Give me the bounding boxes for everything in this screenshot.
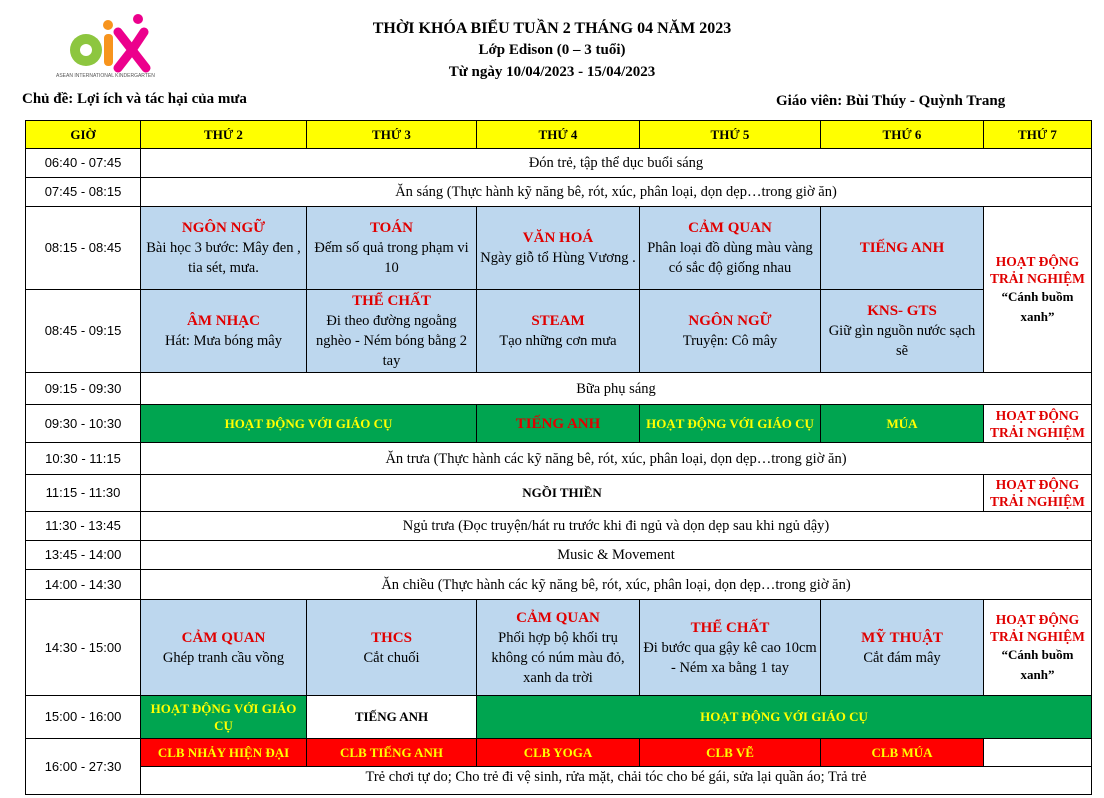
activity-cell: MÚA: [821, 405, 984, 443]
timetable: [25, 120, 1092, 795]
table-row: [26, 600, 1092, 696]
table-row: [26, 767, 1092, 795]
subject-title: CẢM QUAN: [516, 609, 600, 626]
activity-cell: [307, 207, 477, 290]
subject-title: CẢM QUAN: [181, 629, 266, 646]
activity-cell: [984, 207, 1092, 373]
club-cell: CLB TIẾNG ANH: [307, 739, 477, 767]
col-header-tue: THỨ 3: [307, 121, 477, 149]
activity-cell: [307, 290, 477, 373]
subject-detail: Đi bước qua gậy kê cao 10cm - Ném xa bằng 1 tay: [643, 639, 817, 676]
subject-title: STEAM: [531, 313, 585, 329]
activity-cell: Ăn chiều (Thực hành các kỹ năng bê, rót, xúc, phân loại, dọn dẹp…trong giờ ăn): [141, 570, 1092, 600]
club-cell: CLB NHẢY HIỆN ĐẠI: [141, 739, 307, 767]
subject-title: TOÁN: [369, 220, 414, 236]
activity-cell: Ngủ trưa (Đọc truyện/hát ru trước khi đi ngủ và dọn dẹp sau khi ngủ dậy): [141, 512, 1092, 541]
subject-detail: Truyện: Cô mây: [682, 333, 778, 349]
activity-cell: NGỒI THIỀN: [141, 475, 984, 512]
header-row: [26, 121, 1092, 149]
activity-cell: HOẠT ĐỘNG TRẢI NGHIỆM: [984, 405, 1092, 443]
subject-title: ÂM NHẠC: [187, 313, 260, 329]
activity-cell: HOẠT ĐỘNG VỚI GIÁO CỤ: [477, 696, 1092, 739]
activity-cell: Bữa phụ sáng: [141, 373, 1092, 405]
subject-title: HOẠT ĐỘNG TRẢI NGHIỆM: [990, 253, 1085, 286]
subject-title: VĂN HOÁ: [522, 230, 594, 246]
col-header-time: GIỜ: [26, 121, 141, 149]
activity-cell: [477, 600, 640, 696]
col-header-wed: THỨ 4: [477, 121, 640, 149]
table-row: [26, 541, 1092, 570]
time-cell: 14:00 - 14:30: [26, 570, 141, 600]
time-cell: 11:15 - 11:30: [26, 475, 141, 512]
time-cell: 06:40 - 07:45: [26, 149, 141, 178]
table-row: [26, 207, 1092, 290]
club-cell: CLB YOGA: [477, 739, 640, 767]
subject-detail: Hát: Mưa bóng mây: [165, 333, 282, 349]
logo-caption: ASEAN INTERNATIONAL KINDERGARTEN: [56, 73, 155, 79]
activity-cell: TIẾNG ANH: [477, 405, 640, 443]
activity-cell: HOẠT ĐỘNG VỚI GIÁO CỤ: [141, 405, 477, 443]
subject-title: KNS- GTS: [867, 303, 937, 319]
subject-detail: Đếm số quả trong phạm vi 10: [314, 240, 469, 276]
subject-detail: Bài học 3 bước: Mây đen , tia sét, mưa.: [146, 240, 301, 276]
subject-detail: Tạo những cơn mưa: [499, 333, 617, 349]
activity-cell: [821, 207, 984, 290]
activity-cell: [640, 290, 821, 373]
time-cell: 09:30 - 10:30: [26, 405, 141, 443]
time-cell: 10:30 - 11:15: [26, 443, 141, 475]
subject-detail: Cắt đám mây: [863, 649, 941, 666]
activity-cell: HOẠT ĐỘNG VỚI GIÁO CỤ: [141, 696, 307, 739]
table-row: [26, 178, 1092, 207]
subject-detail: “Cánh buồm xanh”: [1001, 288, 1074, 324]
subject-title: NGÔN NGỮ: [181, 220, 266, 236]
subject-detail: Phân loại đồ dùng màu vàng có sắc độ giống nhau: [647, 240, 813, 276]
activity-cell: [141, 290, 307, 373]
topic-label: Chủ đề: Lợi ích và tác hại của mưa: [22, 91, 247, 107]
activity-cell: [141, 207, 307, 290]
activity-cell: [477, 290, 640, 373]
table-row: [26, 570, 1092, 600]
table-row: [26, 739, 1092, 767]
subject-detail: Giữ gìn nguồn nước sạch sẽ: [828, 323, 976, 359]
subject-detail: “Cánh buồm xanh”: [1001, 646, 1074, 682]
time-cell: 07:45 - 08:15: [26, 178, 141, 207]
time-cell: 13:45 - 14:00: [26, 541, 141, 570]
page-title: THỜI KHÓA BIỂU TUẦN 2 THÁNG 04 NĂM 2023: [372, 20, 732, 37]
time-cell: 14:30 - 15:00: [26, 600, 141, 696]
activity-cell: [984, 600, 1092, 696]
activity-cell: [640, 207, 821, 290]
club-cell: CLB VẼ: [640, 739, 821, 767]
table-row: [26, 443, 1092, 475]
subject-title: THCS: [371, 629, 412, 646]
empty-cell: [984, 739, 1092, 767]
time-cell: 11:30 - 13:45: [26, 512, 141, 541]
activity-cell: Ăn sáng (Thực hành kỹ năng bê, rót, xúc, phân loại, dọn dẹp…trong giờ ăn): [141, 178, 1092, 207]
activity-cell: [477, 207, 640, 290]
time-cell: 08:15 - 08:45: [26, 207, 141, 290]
col-header-thu: THỨ 5: [640, 121, 821, 149]
table-row: [26, 373, 1092, 405]
club-cell: CLB MÚA: [821, 739, 984, 767]
teacher-label: Giáo viên: Bùi Thúy - Quỳnh Trang: [776, 93, 1006, 109]
subject-detail: Cắt chuối: [363, 649, 420, 666]
activity-cell: Trẻ chơi tự do; Cho trẻ đi vệ sinh, rửa mặt, chải tóc cho bé gái, sửa lại quần áo; Trả trẻ: [141, 767, 1092, 795]
table-row: [26, 405, 1092, 443]
activity-cell: HOẠT ĐỘNG TRẢI NGHIỆM: [984, 475, 1092, 512]
class-name: Lớp Edison (0 – 3 tuổi): [478, 42, 626, 58]
subject-title: THỂ CHẤT: [690, 619, 770, 636]
activity-cell: Music & Movement: [141, 541, 1092, 570]
table-row: [26, 149, 1092, 178]
table-row: [26, 512, 1092, 541]
table-row: [26, 475, 1092, 512]
subject-detail: Đi theo đường ngoằng nghèo - Ném bóng bằng 2 tay: [315, 313, 467, 369]
activity-cell: Đón trẻ, tập thể dục buổi sáng: [141, 149, 1092, 178]
subject-detail: Ngày giỗ tổ Hùng Vương .: [480, 250, 636, 266]
col-header-mon: THỨ 2: [141, 121, 307, 149]
table-row: [26, 696, 1092, 739]
activity-cell: [307, 600, 477, 696]
subject-title: MỸ THUẬT: [861, 629, 943, 646]
subject-detail: Ghép tranh cầu vồng: [162, 649, 285, 666]
subject-title: TIẾNG ANH: [859, 240, 945, 256]
table-row: [26, 290, 1092, 373]
activity-cell: [821, 290, 984, 373]
activity-cell: TIẾNG ANH: [307, 696, 477, 739]
activity-cell: HOẠT ĐỘNG VỚI GIÁO CỤ: [640, 405, 821, 443]
date-range: Từ ngày 10/04/2023 - 15/04/2023: [448, 64, 656, 80]
activity-cell: [640, 600, 821, 696]
activity-cell: Ăn trưa (Thực hành các kỹ năng bê, rót, xúc, phân loại, dọn dẹp…trong giờ ăn): [141, 443, 1092, 475]
subject-title: HOẠT ĐỘNG TRẢI NGHIỆM: [990, 611, 1085, 644]
time-cell: 15:00 - 16:00: [26, 696, 141, 739]
col-header-fri: THỨ 6: [821, 121, 984, 149]
activity-cell: [821, 600, 984, 696]
subject-title: NGÔN NGỮ: [688, 313, 772, 329]
col-header-sat: THỨ 7: [984, 121, 1092, 149]
time-cell: 09:15 - 09:30: [26, 373, 141, 405]
subject-title: CẢM QUAN: [688, 220, 772, 236]
time-cell: 08:45 - 09:15: [26, 290, 141, 373]
subject-detail: Phối hợp bộ khối trụ không có núm màu đỏ, xanh da trời: [491, 629, 625, 686]
activity-cell: [141, 600, 307, 696]
time-cell: 16:00 - 27:30: [26, 739, 141, 795]
subject-title: THỂ CHẤT: [352, 293, 431, 309]
